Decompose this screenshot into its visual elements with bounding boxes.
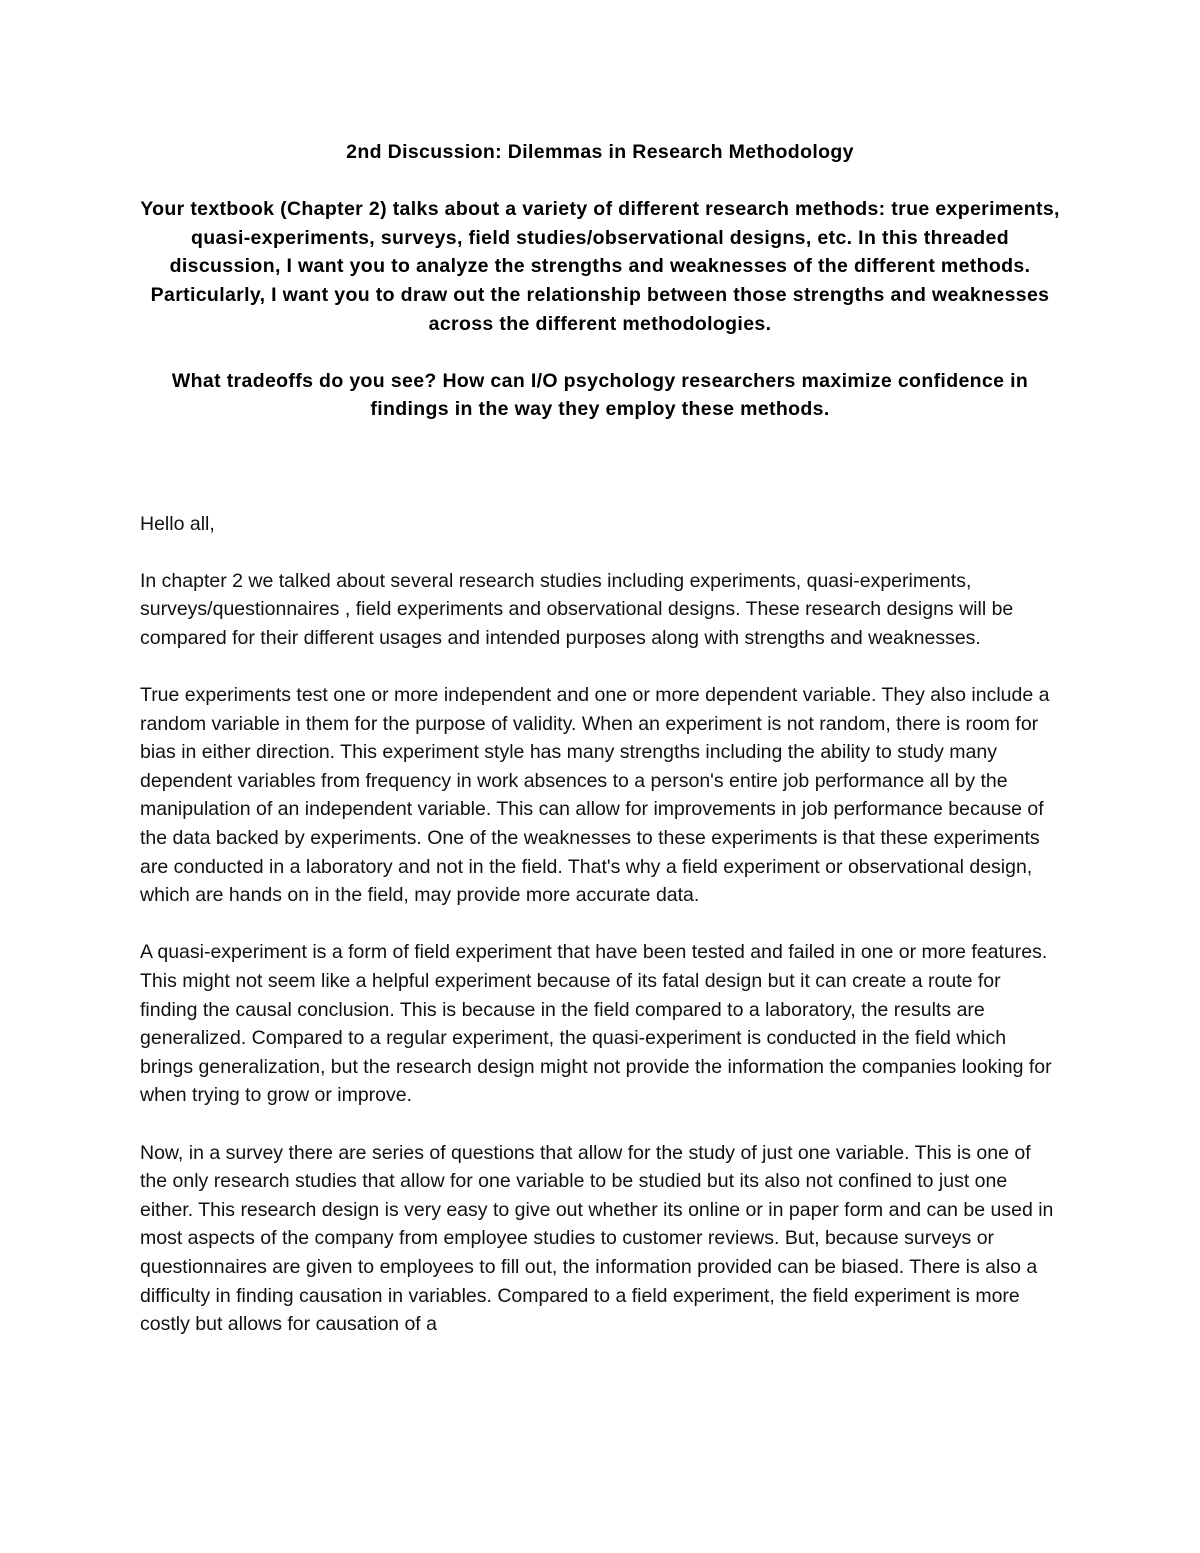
response-body — [140, 510, 1060, 1339]
section-gap — [140, 453, 1060, 510]
document-page — [140, 138, 1060, 1367]
prompt-question: What tradeoffs do you see? How can I/O psychology researchers maximize confidence in findings in the way they employ these methods. — [171, 369, 1029, 421]
body-paragraph-intro: In chapter 2 we talked about several research studies including experiments, quasi-experiments, surveys/questionnaires , field experiments and observational designs. These research designs will be compared for their different usages and intended purposes along with strengths and weaknesses. — [140, 569, 1014, 649]
prompt-paragraph: Your textbook (Chapter 2) talks about a variety of different research methods: true experiments, quasi-experiments, surveys, field studies/observational designs, etc. In this threaded discussion, I want you to analyze the strengths and weaknesses of the different methods. Particularly, I want you to draw out the relationship between those strengths and weaknesses across the different methodologies. — [140, 198, 1060, 335]
body-paragraph-true-experiments: True experiments test one or more independent and one or more dependent variable. They also include a random variable in them for the purpose of validity. When an experiment is not random, there is room for bias in either direction. This experiment style has many strengths including the ability to study many dependent variables from frequency in work absences to a person's entire job performance all by the manipulation of an independent variable. This can allow for improvements in job performance because of the data backed by experiments. One of the weaknesses to these experiments is that these experiments are conducted in a laboratory and not in the field. That's why a field experiment or observational design, which are hands on in the field, may provide more accurate data. — [140, 684, 1050, 907]
body-paragraph-surveys: Now, in a survey there are series of questions that allow for the study of just one variable. This is one of the only research studies that allow for one variable to be studied but its also not confined to just one either. This research design is very easy to give out whether its online or in paper form and can be used in most aspects of the company from employee studies to customer reviews. But, because surveys or questionnaires are given to employees to fill out, the information provided can be biased. There is also a difficulty in finding causation in variables. Compared to a field experiment, the field experiment is more costly but allows for causation of a — [140, 1141, 1054, 1336]
greeting: Hello all, — [140, 512, 215, 535]
document-title: 2nd Discussion: Dilemmas in Research Methodology — [346, 141, 854, 163]
body-paragraph-quasi-experiments: A quasi-experiment is a form of field experiment that have been tested and failed in one or more features. This might not seem like a helpful experiment because of its fatal design but it can create a route for finding the causal conclusion. This is because in the field compared to a laboratory, the results are generalized. Compared to a regular experiment, the quasi-experiment is conducted in the field which brings generalization, but the research design might not provide the information the companies looking for when trying to grow or improve. — [140, 941, 1052, 1107]
